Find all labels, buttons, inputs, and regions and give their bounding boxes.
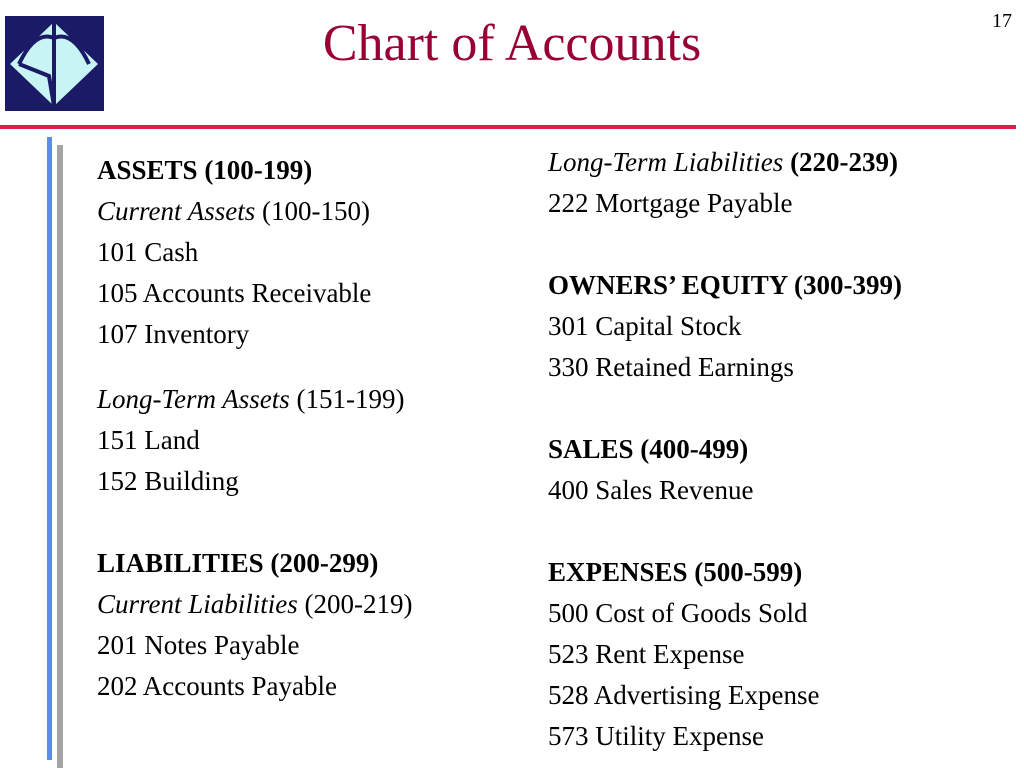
account-item: 400 Sales Revenue: [548, 475, 754, 505]
account-item: 523 Rent Expense: [548, 639, 745, 669]
account-item: 101 Cash: [97, 237, 199, 267]
subsection-current-assets: [97, 191, 413, 232]
subsection-range: (100-150): [262, 196, 371, 226]
subsection-range: (200-219): [304, 589, 413, 619]
accent-bar-blue: [47, 137, 52, 760]
section-heading-expenses: EXPENSES (500-599): [548, 557, 803, 587]
accent-bar-gray: [57, 145, 63, 768]
subsection-current-liabilities: [97, 584, 413, 625]
section-heading-assets: ASSETS (100-199): [97, 155, 313, 185]
page-title: Chart of Accounts: [322, 15, 702, 72]
account-item: 573 Utility Expense: [548, 721, 764, 751]
left-column: [97, 150, 413, 707]
subsection-label: Current Liabilities: [97, 589, 298, 619]
subsection-long-term-liabilities: [548, 142, 902, 183]
account-item: 152 Building: [97, 466, 239, 496]
account-item: 201 Notes Payable: [97, 630, 300, 660]
subsection-range: (151-199): [296, 384, 405, 414]
subsection-range: (220-239): [790, 147, 899, 177]
account-item: 330 Retained Earnings: [548, 352, 794, 382]
account-item: 301 Capital Stock: [548, 311, 742, 341]
account-item: 528 Advertising Expense: [548, 680, 820, 710]
account-item: 105 Accounts Receivable: [97, 278, 372, 308]
subsection-label: Long-Term Liabilities: [548, 147, 784, 177]
account-item: 151 Land: [97, 425, 200, 455]
account-item: 107 Inventory: [97, 319, 250, 349]
account-item: 202 Accounts Payable: [97, 671, 337, 701]
section-heading-owners-equity: OWNERS’ EQUITY (300-399): [548, 270, 903, 300]
subsection-label: Long-Term Assets: [97, 384, 290, 414]
right-column: [548, 142, 902, 757]
section-heading-sales: SALES (400-499): [548, 434, 749, 464]
section-heading-liabilities: LIABILITIES (200-299): [97, 548, 379, 578]
account-item: 222 Mortgage Payable: [548, 188, 793, 218]
subsection-label: Current Assets: [97, 196, 256, 226]
subsection-long-term-assets: [97, 379, 413, 420]
page-number: 17: [992, 10, 1012, 32]
title-divider: [0, 125, 1016, 129]
account-item: 500 Cost of Goods Sold: [548, 598, 808, 628]
